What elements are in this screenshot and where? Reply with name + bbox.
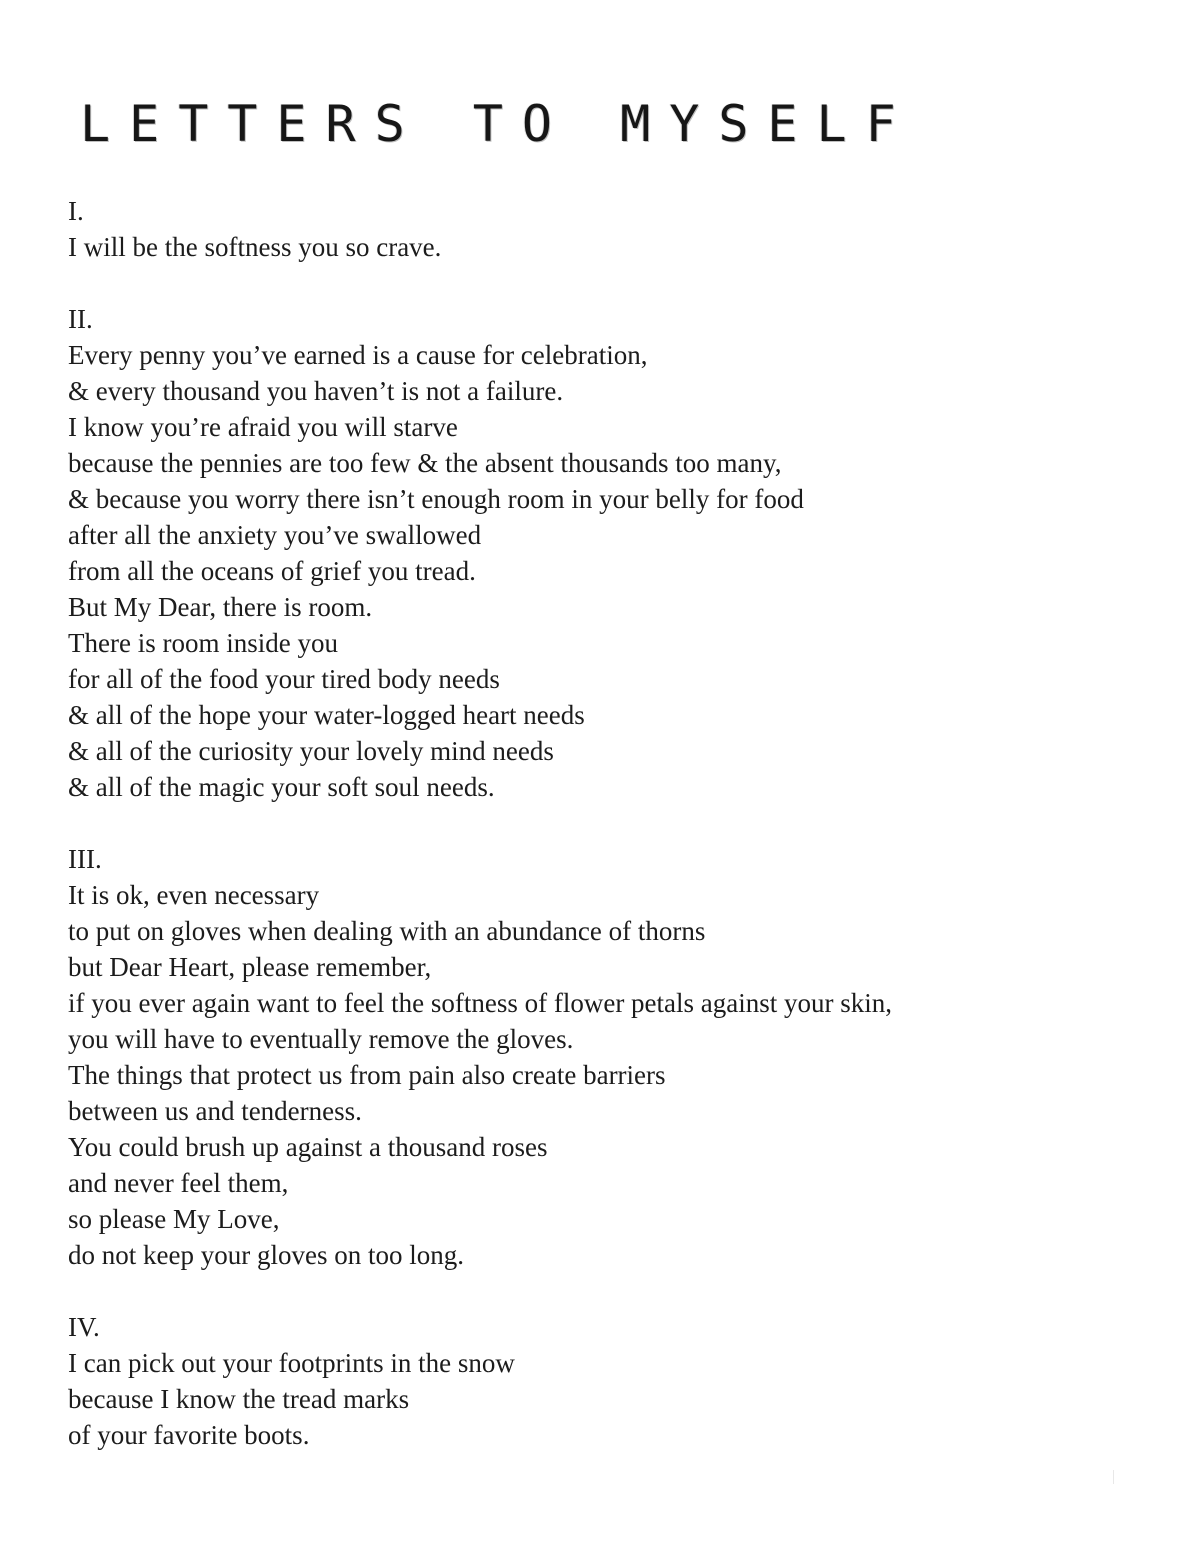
poem-line: to put on gloves when dealing with an abundance of thorns <box>68 916 706 946</box>
poem-line: from all the oceans of grief you tread. <box>68 556 476 586</box>
section-numeral: I. <box>68 196 84 226</box>
poem-line: do not keep your gloves on too long. <box>68 1240 464 1270</box>
poem-line: & all of the hope your water-logged heart needs <box>68 700 585 730</box>
page-corner-mark <box>1113 1470 1114 1484</box>
poem-line: for all of the food your tired body needs <box>68 664 500 694</box>
stanza-3 <box>68 841 1148 1273</box>
poem-line: so please My Love, <box>68 1204 280 1234</box>
poem-line: I know you’re afraid you will starve <box>68 412 458 442</box>
poem-line: Every penny you’ve earned is a cause for celebration, <box>68 340 648 370</box>
stanza-1 <box>68 193 1148 265</box>
poem-line: if you ever again want to feel the softness of flower petals against your skin, <box>68 988 893 1018</box>
poem-line: I will be the softness you so crave. <box>68 232 442 262</box>
poem-line: I can pick out your footprints in the snow <box>68 1348 515 1378</box>
poem-line: after all the anxiety you’ve swallowed <box>68 520 482 550</box>
stanza-4 <box>68 1309 1148 1453</box>
poem-line: & every thousand you haven’t is not a failure. <box>68 376 564 406</box>
poem-line: because I know the tread marks <box>68 1384 410 1414</box>
poem-line: You could brush up against a thousand roses <box>68 1132 548 1162</box>
poem-line: of your favorite boots. <box>68 1420 310 1450</box>
poem-line: The things that protect us from pain also create barriers <box>68 1060 666 1090</box>
poem-line: There is room inside you <box>68 628 338 658</box>
poem-line: and never feel them, <box>68 1168 289 1198</box>
poem-line: & all of the magic your soft soul needs. <box>68 772 495 802</box>
poem-line: you will have to eventually remove the gloves. <box>68 1024 574 1054</box>
poem-line: But My Dear, there is room. <box>68 592 373 622</box>
poem-line: but Dear Heart, please remember, <box>68 952 432 982</box>
section-numeral: II. <box>68 304 93 334</box>
section-numeral: III. <box>68 844 102 874</box>
page-title: LETTERS TO MYSELF <box>80 95 915 153</box>
poem-line: because the pennies are too few & the absent thousands too many, <box>68 448 782 478</box>
poem-line: & because you worry there isn’t enough room in your belly for food <box>68 484 804 514</box>
poem-line: It is ok, even necessary <box>68 880 320 910</box>
stanza-2 <box>68 301 1148 805</box>
section-numeral: IV. <box>68 1312 100 1342</box>
poem-line: & all of the curiosity your lovely mind needs <box>68 736 554 766</box>
poem-body <box>68 193 1148 1489</box>
poem-line: between us and tenderness. <box>68 1096 362 1126</box>
